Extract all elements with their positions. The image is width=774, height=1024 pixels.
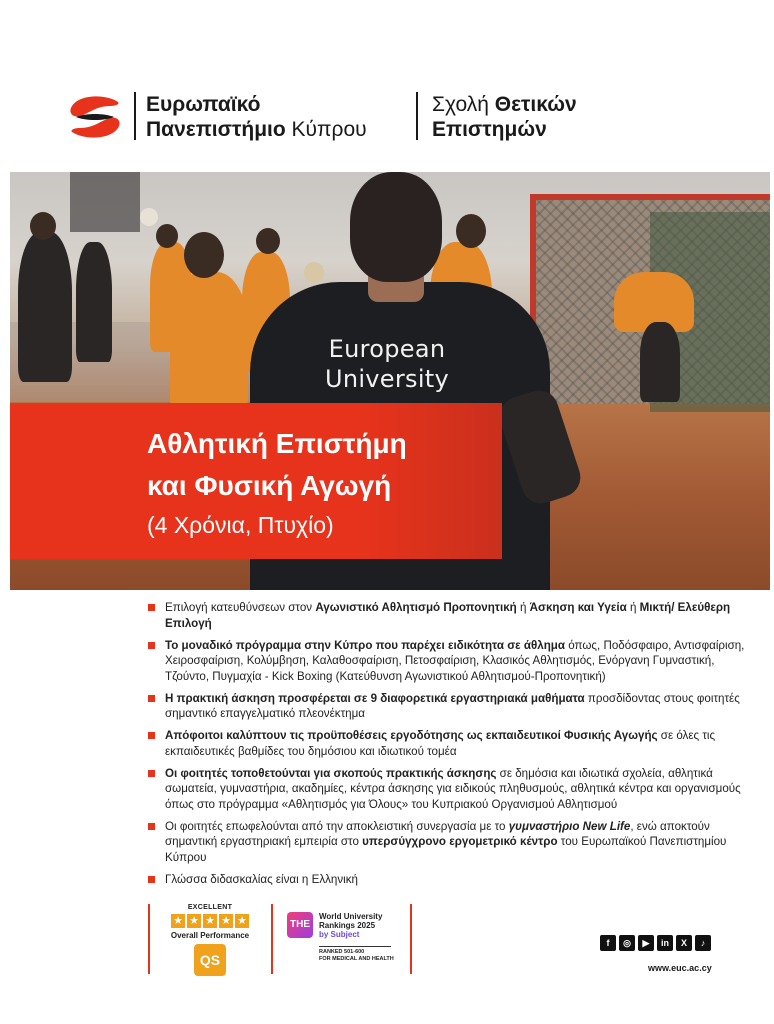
shirt-line2: University: [324, 365, 450, 393]
bullet-square-icon: [148, 604, 155, 611]
feature-text: Αγωνιστικό Αθλητισμό Προπονητική: [315, 601, 517, 614]
website-url[interactable]: www.euc.ac.cy: [648, 963, 712, 973]
feature-item: [148, 728, 748, 759]
header-divider-left: [134, 92, 136, 140]
feature-text: Γλώσσα διδασκαλίας είναι η Ελληνική: [165, 872, 358, 886]
tiktok-icon[interactable]: ♪: [695, 935, 711, 951]
feature-text: , ενώ αποκτούν σημαντική εργαστηριακή εμπειρία στο: [165, 819, 710, 848]
qs-logo-icon: QS: [194, 944, 226, 976]
feature-text: Οι φοιτητές τοποθετούνται για σκοπούς πρακτικής άσκησης: [165, 766, 497, 780]
the-ranked: RANKED 501-600: [319, 949, 365, 955]
school-line2: Επιστημών: [432, 118, 547, 141]
bullet-square-icon: [148, 876, 155, 883]
feature-item: [148, 819, 748, 866]
feature-text: σε δημόσια και ιδιωτικά σχολεία, αθλητικά σωματεία, γυμναστήρια, ακαδημίες, κέντρα άσκησης για ειδικούς πληθυσμούς, αθλητικά κέντρα και οργανισμούς όπως στο πρόγραμμα «Αθλητισμός για Όλους» του Κυπριακού Οργανισμού Αθλητισμού: [165, 766, 741, 811]
the-ranking: [287, 912, 397, 972]
background-player: [76, 242, 112, 362]
university-line2-bold: Πανεπιστήμιο: [146, 118, 286, 141]
foreground-player: [170, 272, 248, 412]
feature-item: [148, 638, 748, 685]
feature-text: υπερσύγχρονο εργομετρικό κέντρο: [362, 835, 558, 848]
feature-item: [148, 766, 748, 813]
school-line1-bold: Θετικών: [494, 93, 577, 116]
handball-ball: [140, 208, 158, 226]
program-subtitle: (4 Χρόνια, Πτυχίο): [147, 512, 334, 538]
facebook-icon[interactable]: f: [600, 935, 616, 951]
youtube-icon[interactable]: ▶: [638, 935, 654, 951]
program-title-line1: Αθλητική Επιστήμη: [147, 428, 407, 459]
bullet-square-icon: [148, 642, 155, 649]
the-title-line1: World University: [319, 912, 383, 921]
university-line2-normal: Κύπρου: [285, 118, 367, 141]
feature-text: Η πρακτική άσκηση προσφέρεται σε 9 διαφορετικά εργαστηριακά μαθήματα: [165, 691, 585, 705]
the-title-line2: Rankings 2025: [319, 921, 376, 930]
feature-text: Το μοναδικό πρόγραμμα στην Κύπρο που παρέχει ειδικότητα σε άθλημα: [165, 638, 566, 652]
feature-item: [148, 691, 748, 722]
star-icon: ★: [219, 914, 233, 928]
school-name: [432, 92, 577, 142]
main-player-head: [350, 172, 442, 282]
star-icon: ★: [203, 914, 217, 928]
the-rank: [319, 949, 399, 963]
background-player-head: [156, 224, 178, 248]
program-title: [147, 423, 407, 507]
qs-performance-label: Overall Performance: [170, 931, 250, 940]
university-line1: Ευρωπαϊκό: [146, 93, 261, 116]
feature-text: γυμναστήριο New Life: [508, 819, 631, 833]
bullet-square-icon: [148, 823, 155, 830]
feature-item: [148, 872, 748, 888]
the-logo-icon: THE: [287, 912, 313, 938]
instagram-icon[interactable]: ◎: [619, 935, 635, 951]
euc-logo-icon: [66, 92, 124, 142]
footer-divider: [148, 904, 150, 974]
feature-text: όπως, Ποδόσφαιρο, Αντισφαίριση, Χειροσφαίριση, Κολύμβηση, Καλαθοσφαίριση, Πετοσφαίριση, Κλασικός Αθλητισμός, Ενόργανη Γυμναστική, Τζούντο, Πυγμαχία - Kick Boxing (Κατεύθυνση Αγωνιστικού Αθλητισμού-Προπονητική): [165, 638, 745, 683]
background-player-head: [30, 212, 56, 240]
handball-ball: [304, 262, 324, 282]
feature-text: Οι φοιτητές επωφελούνται από την αποκλειστική συνεργασία με το: [165, 819, 509, 833]
program-banner: [10, 403, 502, 559]
qs-rating: [162, 904, 258, 976]
university-name: [146, 92, 367, 142]
star-icon: ★: [235, 914, 249, 928]
shirt-line1: European: [328, 335, 446, 363]
bullet-square-icon: [148, 732, 155, 739]
background-player-head: [256, 228, 280, 254]
goalkeeper-legs: [640, 322, 680, 402]
feature-text: Άσκηση και Υγεία: [529, 601, 627, 614]
feature-text: σε όλες τις εκπαιδευτικές βαθμίδες του δημόσιου και ιδιωτικού τομέα: [165, 729, 716, 758]
feature-item: [148, 600, 748, 631]
gym-window: [70, 172, 140, 232]
school-line1-normal: Σχολή: [432, 93, 495, 116]
background-player: [18, 232, 72, 382]
foreground-player-head: [184, 232, 224, 278]
feature-text: Μικτή/ Ελεύθερη Επιλογή: [165, 601, 731, 630]
social-links: [600, 935, 711, 951]
program-features: [148, 600, 748, 894]
the-divider: [319, 946, 391, 947]
feature-text: Επιλογή κατευθύνσεων στον: [165, 601, 316, 614]
the-title: [319, 912, 399, 939]
x-icon[interactable]: X: [676, 935, 692, 951]
program-title-line2: και Φυσική Αγωγή: [147, 470, 392, 501]
bullet-square-icon: [148, 695, 155, 702]
the-field: FOR MEDICAL AND HEALTH: [319, 956, 394, 962]
feature-text: ή: [626, 601, 640, 614]
header: [66, 88, 666, 148]
star-icon: ★: [171, 914, 185, 928]
footer-divider: [410, 904, 412, 974]
feature-text: του Ευρωπαϊκού Πανεπιστημίου Κύπρου: [165, 835, 727, 864]
bullet-square-icon: [148, 770, 155, 777]
linkedin-icon[interactable]: in: [657, 935, 673, 951]
star-icon: ★: [187, 914, 201, 928]
background-player-head: [456, 214, 486, 248]
feature-text: Απόφοιτοι καλύπτουν τις προϋποθέσεις εργοδότησης ως εκπαιδευτικοί Φυσικής Αγωγής: [165, 729, 658, 742]
feature-text: ή: [516, 601, 530, 614]
the-title-line3: by Subject: [319, 930, 360, 939]
footer-divider: [271, 904, 273, 974]
header-divider-right: [416, 92, 418, 140]
feature-text: προσδίδοντας στους φοιτητές σημαντικό επαγγελματικό πλεονέκτημα: [165, 691, 740, 720]
qs-excellent-label: EXCELLENT: [187, 904, 233, 911]
shirt-print: [282, 334, 492, 394]
qs-stars: [162, 914, 258, 928]
